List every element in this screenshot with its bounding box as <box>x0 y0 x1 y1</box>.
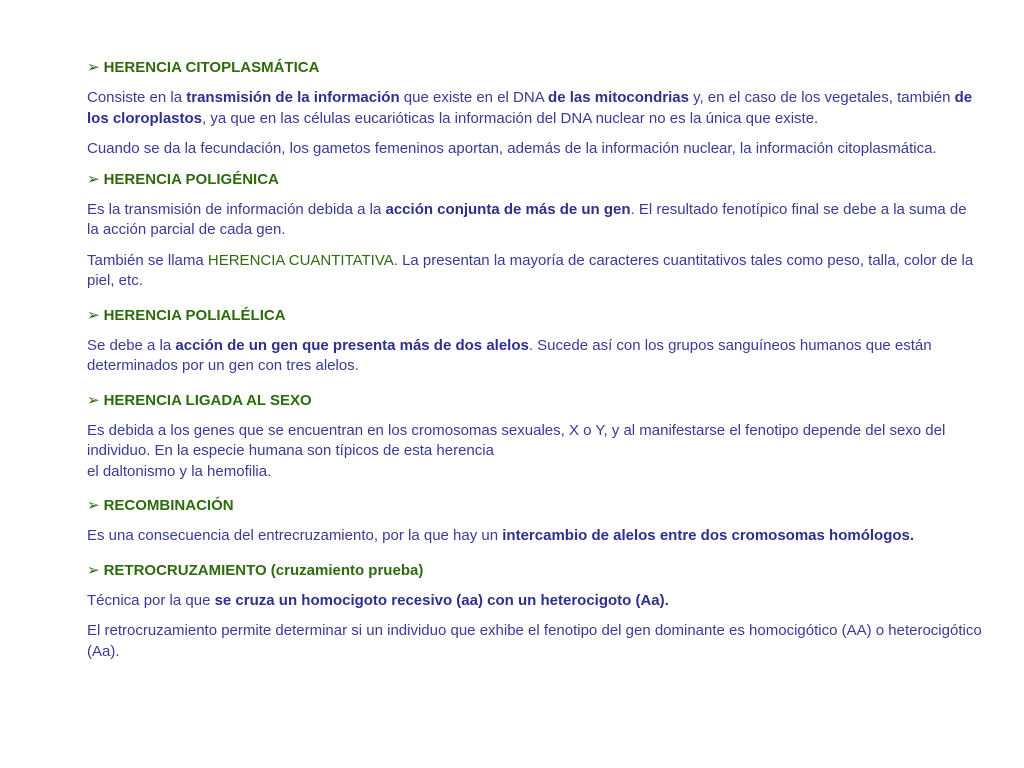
section-heading-text: HERENCIA LIGADA AL SEXO <box>103 391 312 409</box>
bold-text: acción de un gen que presenta más de dos alelos <box>175 336 529 354</box>
arrowhead-bullet-icon: ➢ <box>87 497 100 514</box>
text-run: Cuando se da la fecundación, los gametos femeninos aportan, además de la información nuclear, la información citoplasmática. <box>87 140 937 157</box>
section-heading-text: HERENCIA POLIALÉLICA <box>103 306 286 324</box>
section-heading-text: RECOMBINACIÓN <box>103 497 234 514</box>
section-heading <box>87 306 982 326</box>
text-run: . El resultado fenotípico final se debe a la suma de la acción parcial de cada gen. <box>87 200 967 238</box>
section-5 <box>87 496 982 547</box>
section-6 <box>87 561 982 663</box>
section-paragraph <box>87 591 982 612</box>
arrowhead-bullet-icon: ➢ <box>87 391 100 409</box>
text-run: . La presentan la mayoría de caracteres cuantitativos tales como peso, talla, color de la piel, etc. <box>87 251 974 289</box>
text-run: También se llama <box>87 251 208 269</box>
text-run: Consiste en la <box>87 89 187 106</box>
bold-text: transmisión de la información <box>186 89 400 106</box>
section-4 <box>87 391 982 483</box>
section-paragraph <box>87 526 982 547</box>
arrowhead-bullet-icon: ➢ <box>87 561 100 579</box>
text-run: , ya que en las células eucarióticas la información del DNA nuclear no es la única que existe. <box>202 109 819 127</box>
section-heading <box>87 391 982 411</box>
text-run: Se debe a la <box>87 336 176 354</box>
bold-text: intercambio de alelos entre dos cromosomas homólogos. <box>502 527 915 544</box>
section-paragraph <box>87 621 982 662</box>
section-heading <box>87 561 982 581</box>
section-heading <box>87 170 982 190</box>
section-3 <box>87 306 982 377</box>
text-run: el daltonismo y la hemofilia. <box>87 462 272 480</box>
section-paragraph <box>87 88 982 129</box>
arrowhead-bullet-icon: ➢ <box>87 170 100 188</box>
section-heading <box>87 496 982 516</box>
bold-text: de las mitocondrias <box>548 89 689 106</box>
section-heading-text: HERENCIA CITOPLASMÁTICA <box>103 59 320 76</box>
text-run: Técnica por la que <box>87 591 215 609</box>
text-run: . Sucede así con los grupos sanguíneos humanos que están determinados por un gen con tres alelos. <box>87 336 932 374</box>
highlight-text: HERENCIA CUANTITATIVA <box>207 251 394 269</box>
section-2 <box>87 170 982 292</box>
section-paragraph <box>87 336 982 377</box>
section-paragraph <box>87 139 982 160</box>
arrowhead-bullet-icon: ➢ <box>87 306 100 324</box>
section-paragraph <box>87 251 982 292</box>
text-run: Es la transmisión de información debida a la <box>87 200 386 218</box>
bold-text: se cruza un homocigoto recesivo (aa) con un heterocigoto (Aa). <box>214 591 669 609</box>
section-paragraph <box>87 421 982 483</box>
text-run: Es una consecuencia del entrecruzamiento, por la que hay un <box>87 527 503 544</box>
text-run: que existe en el DNA <box>399 89 549 106</box>
section-1 <box>87 58 982 160</box>
section-heading-text: HERENCIA POLIGÉNICA <box>103 170 279 188</box>
arrowhead-bullet-icon: ➢ <box>87 59 100 76</box>
text-run: Es debida a los genes que se encuentran en los cromosomas sexuales, X o Y, y al manifestarse el fenotipo depende del sexo del individuo. En la especie humana son típicos de esta herencia <box>87 421 946 459</box>
section-heading <box>87 58 982 78</box>
bold-text: acción conjunta de más de un gen <box>385 200 631 218</box>
bold-text: de los cloroplastos <box>87 89 973 127</box>
section-heading-text: RETROCRUZAMIENTO (cruzamiento prueba) <box>103 561 424 579</box>
section-paragraph <box>87 200 982 241</box>
text-run: y, en el caso de los vegetales, también <box>688 89 955 106</box>
text-run: El retrocruzamiento permite determinar si un individuo que exhibe el fenotipo del gen dominante es homocigótico (AA) o heterocigótico (Aa). <box>87 622 982 660</box>
slide-content <box>87 58 982 672</box>
